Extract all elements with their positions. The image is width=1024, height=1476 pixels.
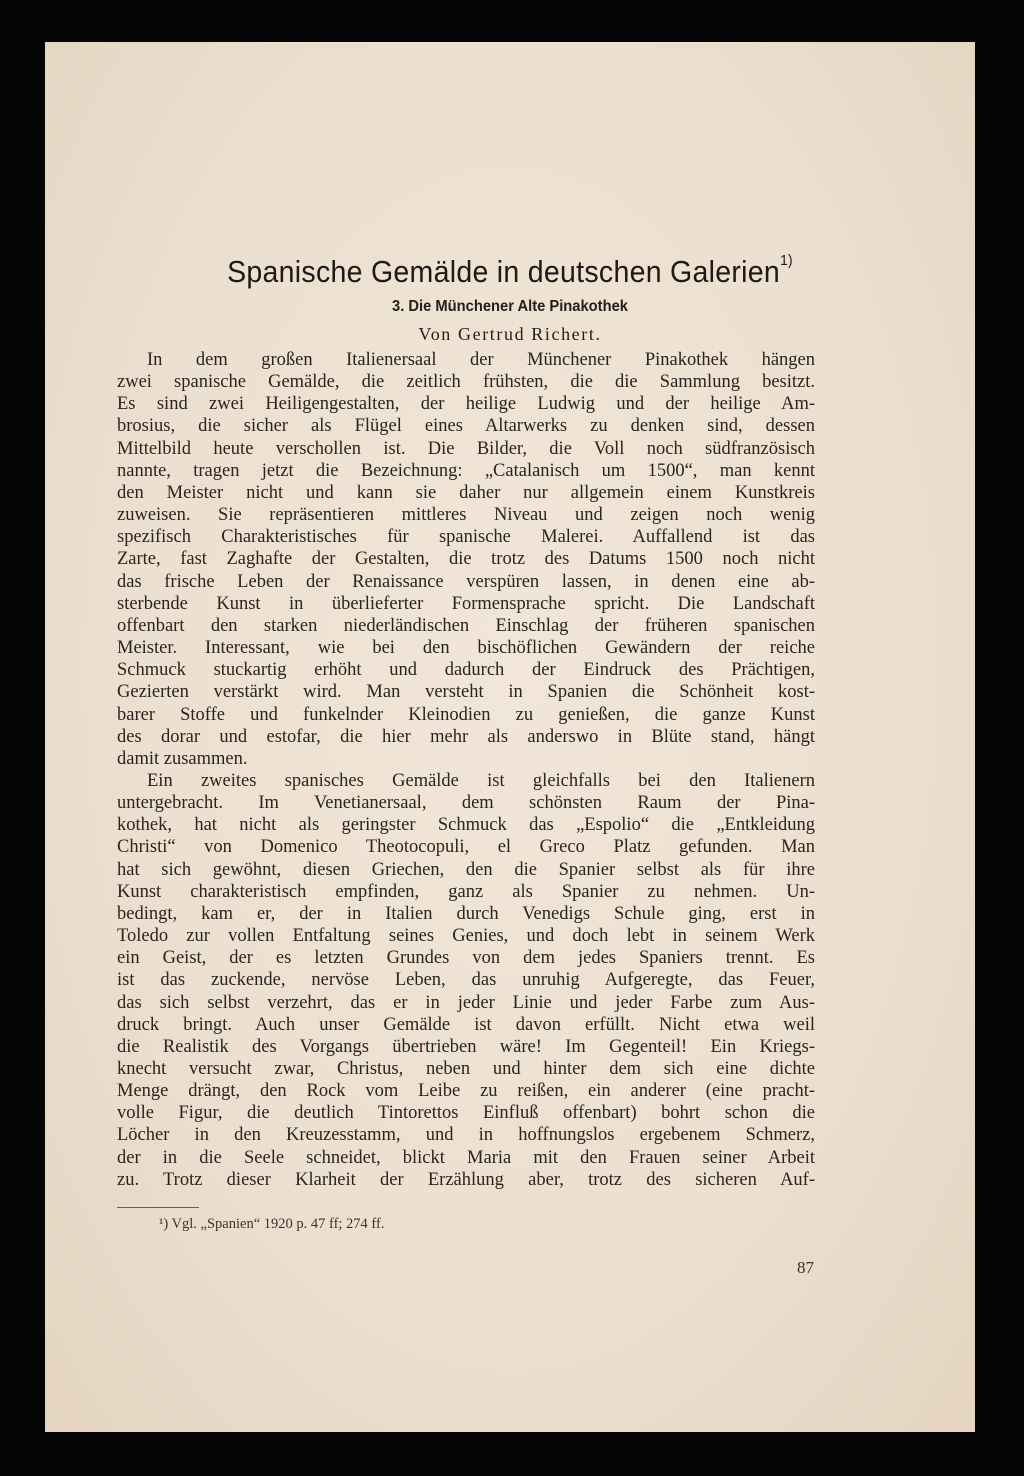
page-number: 87: [797, 1258, 814, 1277]
article-title-text: Spanische Gemälde in deutschen Galerien: [227, 254, 781, 289]
text-line: Zarte, fast Zaghafte der Gestalten, die trotz des Datums 1500 noch nicht: [117, 549, 815, 570]
text-line: Schmuck stuckartig erhöht und dadurch der Eindruck des Prächtigen,: [117, 660, 815, 681]
text-line: des dorar und estofar, die hier mehr als anderswo in Blüte stand, hängt: [117, 726, 815, 747]
text-line: Kunst charakteristisch empfinden, ganz als Spanier zu nehmen. Un-: [117, 881, 815, 902]
text-line: knecht versucht zwar, Christus, neben und hinter dem sich eine dichte: [117, 1059, 815, 1079]
text-line: Meister. Interessant, wie bei den bischöflichen Gewändern der reiche: [117, 638, 815, 659]
text-line: Ein zweites spanisches Gemälde ist gleichfalls bei den Italienern: [147, 770, 815, 791]
text-line: hat sich gewöhnt, diesen Griechen, den die Spanier selbst als für ihre: [117, 859, 815, 880]
text-line: Christi“ von Domenico Theotocopuli, el Greco Platz gefunden. Man: [117, 837, 815, 858]
text-line: der in die Seele schneidet, blickt Maria mit den Frauen seiner Arbeit: [117, 1147, 815, 1168]
text-line: zwei spanische Gemälde, die zeitlich frühsten, die die Sammlung besitzt.: [117, 372, 815, 393]
text-line: bedingt, kam er, der in Italien durch Venedigs Schule ging, erst in: [117, 903, 815, 924]
text-line: nannte, tragen jetzt die Bezeichnung: „Catalanisch um 1500“, man kennt: [117, 460, 815, 481]
text-line: kothek, hat nicht als geringster Schmuck das „Espolio“ die „Entkleidung: [117, 815, 815, 836]
text-line: brosius, die sicher als Flügel eines Altarwerks zu denken sind, dessen: [117, 416, 815, 437]
text-line: ein Geist, der es letzten Grundes von dem jedes Spaniers trennt. Es: [117, 948, 815, 969]
text-line: offenbart den starken niederländischen Einschlag der früheren spanischen: [117, 615, 815, 636]
text-line: den Meister nicht und kann sie daher nur allgemein einem Kunstkreis: [117, 482, 815, 503]
footnote: ¹) Vgl. „Spanien“ 1920 p. 47 ff; 274 ff.: [159, 1216, 385, 1232]
text-line: Es sind zwei Heiligengestalten, der heilige Ludwig und der heilige Am-: [117, 394, 815, 415]
article-title: [82, 254, 938, 290]
text-line: das frische Leben der Renaissance verspüren lassen, in denen eine ab-: [117, 571, 815, 592]
text-line: sterbende Kunst in überlieferter Formensprache spricht. Die Landschaft: [117, 593, 815, 614]
text-line: untergebracht. Im Venetianersaal, dem schönsten Raum der Pina-: [117, 793, 815, 814]
text-line: druck bringt. Auch unser Gemälde ist davon erfüllt. Nicht etwa weil: [117, 1014, 815, 1035]
text-line: spezifisch Charakteristisches für spanische Malerei. Auffallend ist das: [117, 527, 815, 548]
text-line: In dem großen Italienersaal der Münchener Pinakothek hängen: [147, 350, 815, 370]
text-line: zuweisen. Sie repräsentieren mittleres Niveau und zeigen noch wenig: [117, 505, 815, 526]
text-line: Toledo zur vollen Entfaltung seines Genies, und doch lebt in seinem Werk: [117, 926, 815, 947]
text-line: ist das zuckende, nervöse Leben, das unruhig Aufgeregte, das Feuer,: [117, 970, 815, 991]
text-line: das sich selbst verzehrt, das er in jeder Linie und jeder Farbe zum Aus-: [117, 992, 815, 1013]
footnote-divider: [117, 1207, 199, 1208]
article-subtitle: 3. Die Münchener Alte Pinakothek: [392, 298, 628, 315]
article-author: Von Gertrud Richert.: [418, 324, 602, 344]
text-line: Menge drängt, den Rock vom Leibe zu reißen, ein anderer (eine pracht-: [117, 1081, 815, 1102]
text-line: Gezierten verstärkt wird. Man versteht in Spanien die Schönheit kost-: [117, 682, 815, 703]
text-line: die Realistik des Vorgangs übertrieben wäre! Im Gegenteil! Ein Kriegs-: [117, 1036, 815, 1057]
text-line: Löcher in den Kreuzesstamm, und in hoffnungslos ergebenem Schmerz,: [117, 1125, 815, 1146]
text-line: volle Figur, die deutlich Tintorettos Einfluß offenbart) bohrt schon die: [117, 1103, 815, 1124]
text-line: Mittelbild heute verschollen ist. Die Bilder, die Voll noch südfranzösisch: [117, 438, 815, 459]
text-line: zu. Trotz dieser Klarheit der Erzählung aber, trotz des sicheren Auf-: [117, 1169, 815, 1190]
footnote-marker: 1): [780, 252, 793, 269]
article-body: [117, 349, 815, 1191]
text-line: damit zusammen.: [117, 748, 248, 769]
text-line: barer Stoffe und funkelnder Kleinodien zu genießen, die ganze Kunst: [117, 704, 815, 725]
page-paper: [45, 42, 975, 1432]
